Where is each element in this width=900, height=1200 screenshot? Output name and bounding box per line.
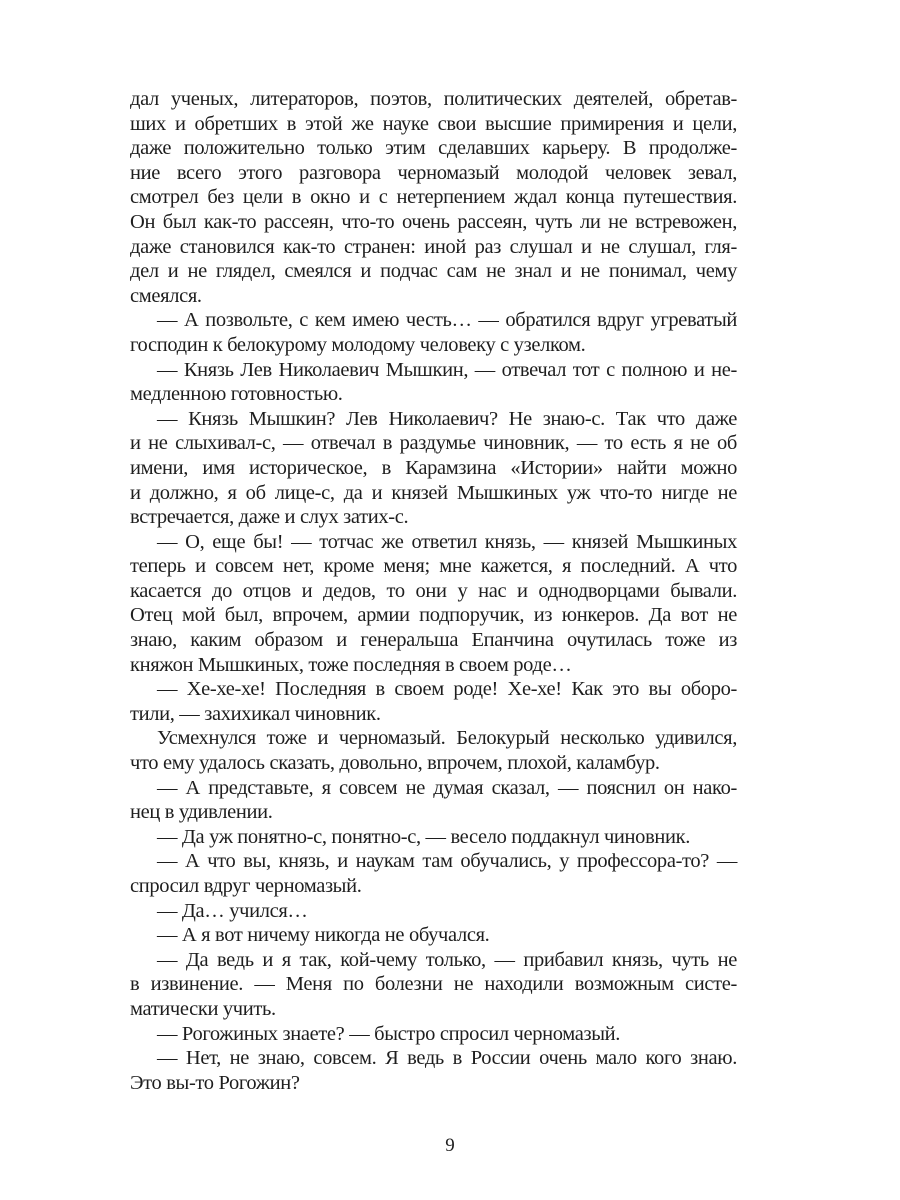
text-line: теперь и совсем нет, кроме меня; мне кажется, я последний. А что [130,555,737,578]
text-line: — Рогожиных знаете? — быстро спросил черномазый. [157,1022,621,1045]
text-line: дал ученых, литераторов, поэтов, политических деятелей, обретав- [130,88,737,110]
text-line: — Да уж понятно-с, понятно-с, — весело поддакнул чиновник. [157,825,691,848]
text-line: и должно, я об лице-с, да и князей Мышкиных уж что-то нигде не [130,481,737,504]
text-line: — Да ведь и я так, кой-чему только, — прибавил князь, чуть не [157,948,737,971]
body-text [130,87,737,1095]
text-line: нец в удивлении. [130,801,273,824]
text-line: Отец мой был, впрочем, армии подпоручик, из юнкеров. Да вот не [130,604,737,627]
text-line: тили, — захихикал чиновник. [130,702,381,725]
text-line: — А представьте, я совсем не думая сказал, — пояснил он нако- [157,776,737,799]
text-line: касается до отцов и дедов, то они у нас и однодворцами бывали. [130,579,737,602]
text-line: даже становился как-то странен: иной раз слушал и не слушал, гля- [130,235,737,258]
text-line: — Князь Мышкин? Лев Николаевич? Не знаю-с. Так что даже [157,407,737,430]
text-line: матически учить. [130,997,276,1020]
text-line: спросил вдруг черномазый. [130,875,362,897]
text-line: — Да… учился… [157,899,308,922]
text-line: ших и обретших в этой же науке свои высшие примирения и цели, [130,112,737,135]
text-line: — А что вы, князь, и наукам там обучались, у профессора-то? — [157,850,737,873]
text-line: — Нет, не знаю, совсем. Я ведь в России очень мало кого знаю. [157,1047,737,1070]
text-line: Это вы-то Рогожин? [130,1071,300,1094]
text-line: что ему удалось сказать, довольно, впрочем, плохой, каламбур. [130,752,660,775]
text-line: — А я вот ничему никогда не обучался. [157,924,490,947]
text-line: медленною готовностью. [130,383,343,406]
text-line: смотрел без цели в окно и с нетерпением ждал конца путешествия. [130,186,737,209]
text-line: — О, еще бы! — тотчас же ответил князь, — князей Мышкиных [157,530,737,553]
text-line: — Князь Лев Николаевич Мышкин, — отвечал тот с полною и не- [157,358,737,381]
text-line: господин к белокурому молодому человеку с узелком. [130,333,586,356]
text-line: княжон Мышкиных, тоже последняя в своем роде… [130,653,572,676]
text-line: — А позвольте, с кем имею честь… — обратился вдруг угреватый [157,309,737,332]
text-line: в извинение. — Меня по болезни не находили возможным систе- [130,973,737,996]
text-line: имени, имя историческое, в Карамзина «Истории» найти можно [130,456,737,479]
text-line: знаю, каким образом и генеральша Епанчина очутилась тоже из [130,629,737,652]
text-line: даже положительно только этим сделавших карьеру. В продолже- [130,137,737,160]
text-line: и не слыхивал-с, — отвечал в раздумье чиновник, — то есть я не об [130,432,737,455]
text-line: Он был как-то рассеян, что-то очень рассеян, чуть ли не встревожен, [130,210,737,233]
text-line: Усмехнулся тоже и черномазый. Белокурый несколько удивился, [157,727,737,750]
text-line: дел и не глядел, смеялся и подчас сам не знал и не понимал, чему [130,260,737,283]
text-line: ние всего этого разговора черномазый молодой человек зевал, [130,161,737,184]
text-line: смеялся. [130,284,202,307]
text-line: встречается, даже и слух затих-с. [130,506,409,529]
text-line: — Хе-хе-хе! Последняя в своем роде! Хе-хе! Как это вы оборо- [157,678,737,701]
page-number: 9 [445,1135,455,1156]
